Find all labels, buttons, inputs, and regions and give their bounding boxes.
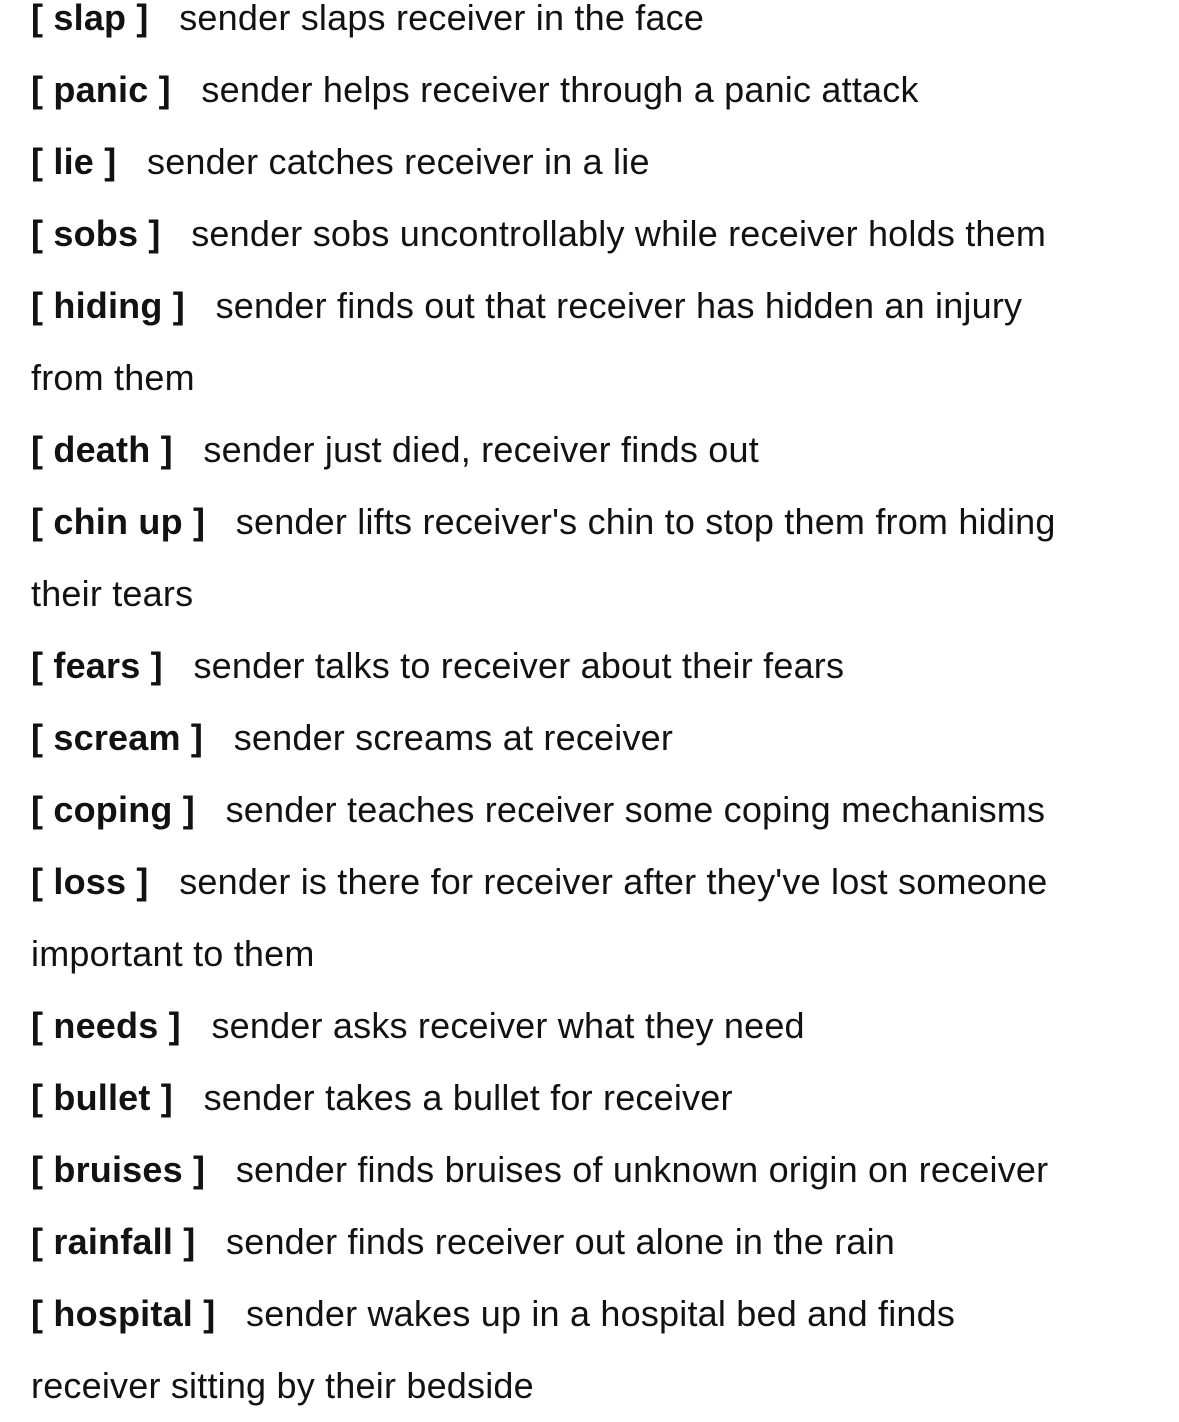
prompt-description: sender just died, receiver finds out	[203, 429, 759, 470]
prompt-description: sender lifts receiver's chin to stop them from hiding	[235, 501, 1056, 542]
prompt-item	[31, 702, 1161, 774]
prompt-description: sender catches receiver in a lie	[147, 141, 650, 182]
prompt-description: sender teaches receiver some coping mechanisms	[225, 789, 1046, 830]
prompt-item	[31, 414, 1161, 486]
prompt-tag: [ rainfall ]	[31, 1221, 196, 1262]
prompt-separator	[205, 501, 236, 542]
prompt-description: sender helps receiver through a panic attack	[201, 69, 919, 110]
prompt-tag: [ needs ]	[31, 1005, 181, 1046]
prompt-description: sender finds out that receiver has hidden an injury	[215, 285, 1023, 326]
prompt-item	[31, 0, 1161, 54]
prompt-continuation: important to them	[31, 933, 315, 974]
prompt-tag: [ slap ]	[31, 0, 149, 38]
prompt-description: sender asks receiver what they need	[211, 1005, 805, 1046]
prompt-tag: [ hospital ]	[31, 1293, 216, 1334]
prompt-separator	[171, 69, 202, 110]
prompt-item	[31, 1278, 1161, 1350]
prompt-description: sender talks to receiver about their fears	[193, 645, 845, 686]
prompt-tag: [ death ]	[31, 429, 173, 470]
prompt-tag: [ hiding ]	[31, 285, 185, 326]
prompt-continuation: from them	[31, 357, 195, 398]
prompt-separator	[195, 1221, 226, 1262]
prompt-separator	[203, 717, 234, 758]
prompt-item	[31, 126, 1161, 198]
prompt-tag: [ bullet ]	[31, 1077, 173, 1118]
prompt-description: sender screams at receiver	[233, 717, 674, 758]
prompt-description: sender wakes up in a hospital bed and finds	[246, 1293, 956, 1334]
prompt-item	[31, 1206, 1161, 1278]
prompt-separator	[185, 285, 216, 326]
prompt-continuation: receiver sitting by their bedside	[31, 1365, 534, 1406]
prompt-separator	[163, 645, 194, 686]
prompt-tag: [ panic ]	[31, 69, 171, 110]
prompt-list	[31, 0, 1161, 1422]
prompt-separator	[173, 429, 204, 470]
prompt-item	[31, 198, 1161, 270]
prompt-separator	[205, 1149, 236, 1190]
prompt-description: sender takes a bullet for receiver	[203, 1077, 733, 1118]
prompt-tag: [ bruises ]	[31, 1149, 206, 1190]
prompt-item	[31, 1134, 1161, 1206]
prompt-separator	[116, 141, 147, 182]
prompt-description: sender finds receiver out alone in the rain	[226, 1221, 896, 1262]
prompt-tag: [ scream ]	[31, 717, 204, 758]
prompt-tag: [ lie ]	[31, 141, 117, 182]
prompt-tag: [ fears ]	[31, 645, 163, 686]
prompt-separator	[215, 1293, 246, 1334]
prompt-description: sender finds bruises of unknown origin on receiver	[235, 1149, 1049, 1190]
prompt-separator	[195, 789, 226, 830]
prompt-separator	[161, 213, 192, 254]
prompt-tag: [ coping ]	[31, 789, 195, 830]
prompt-separator	[149, 0, 180, 38]
prompt-tag: [ chin up ]	[31, 501, 206, 542]
prompt-description: sender slaps receiver in the face	[179, 0, 705, 38]
prompt-item	[31, 270, 1161, 342]
prompt-description: sender is there for receiver after they've lost someone	[179, 861, 1048, 902]
prompt-separator	[173, 1077, 204, 1118]
prompt-item	[31, 1062, 1161, 1134]
prompt-separator	[149, 861, 180, 902]
prompt-continuation: their tears	[31, 573, 194, 614]
prompt-item	[31, 990, 1161, 1062]
prompt-item	[31, 846, 1161, 918]
prompt-tag: [ sobs ]	[31, 213, 161, 254]
prompt-item	[31, 630, 1161, 702]
prompt-tag: [ loss ]	[31, 861, 149, 902]
prompt-item	[31, 54, 1161, 126]
prompt-item	[31, 486, 1161, 558]
prompt-item	[31, 774, 1161, 846]
prompt-separator	[181, 1005, 212, 1046]
prompt-description: sender sobs uncontrollably while receiver holds them	[191, 213, 1047, 254]
